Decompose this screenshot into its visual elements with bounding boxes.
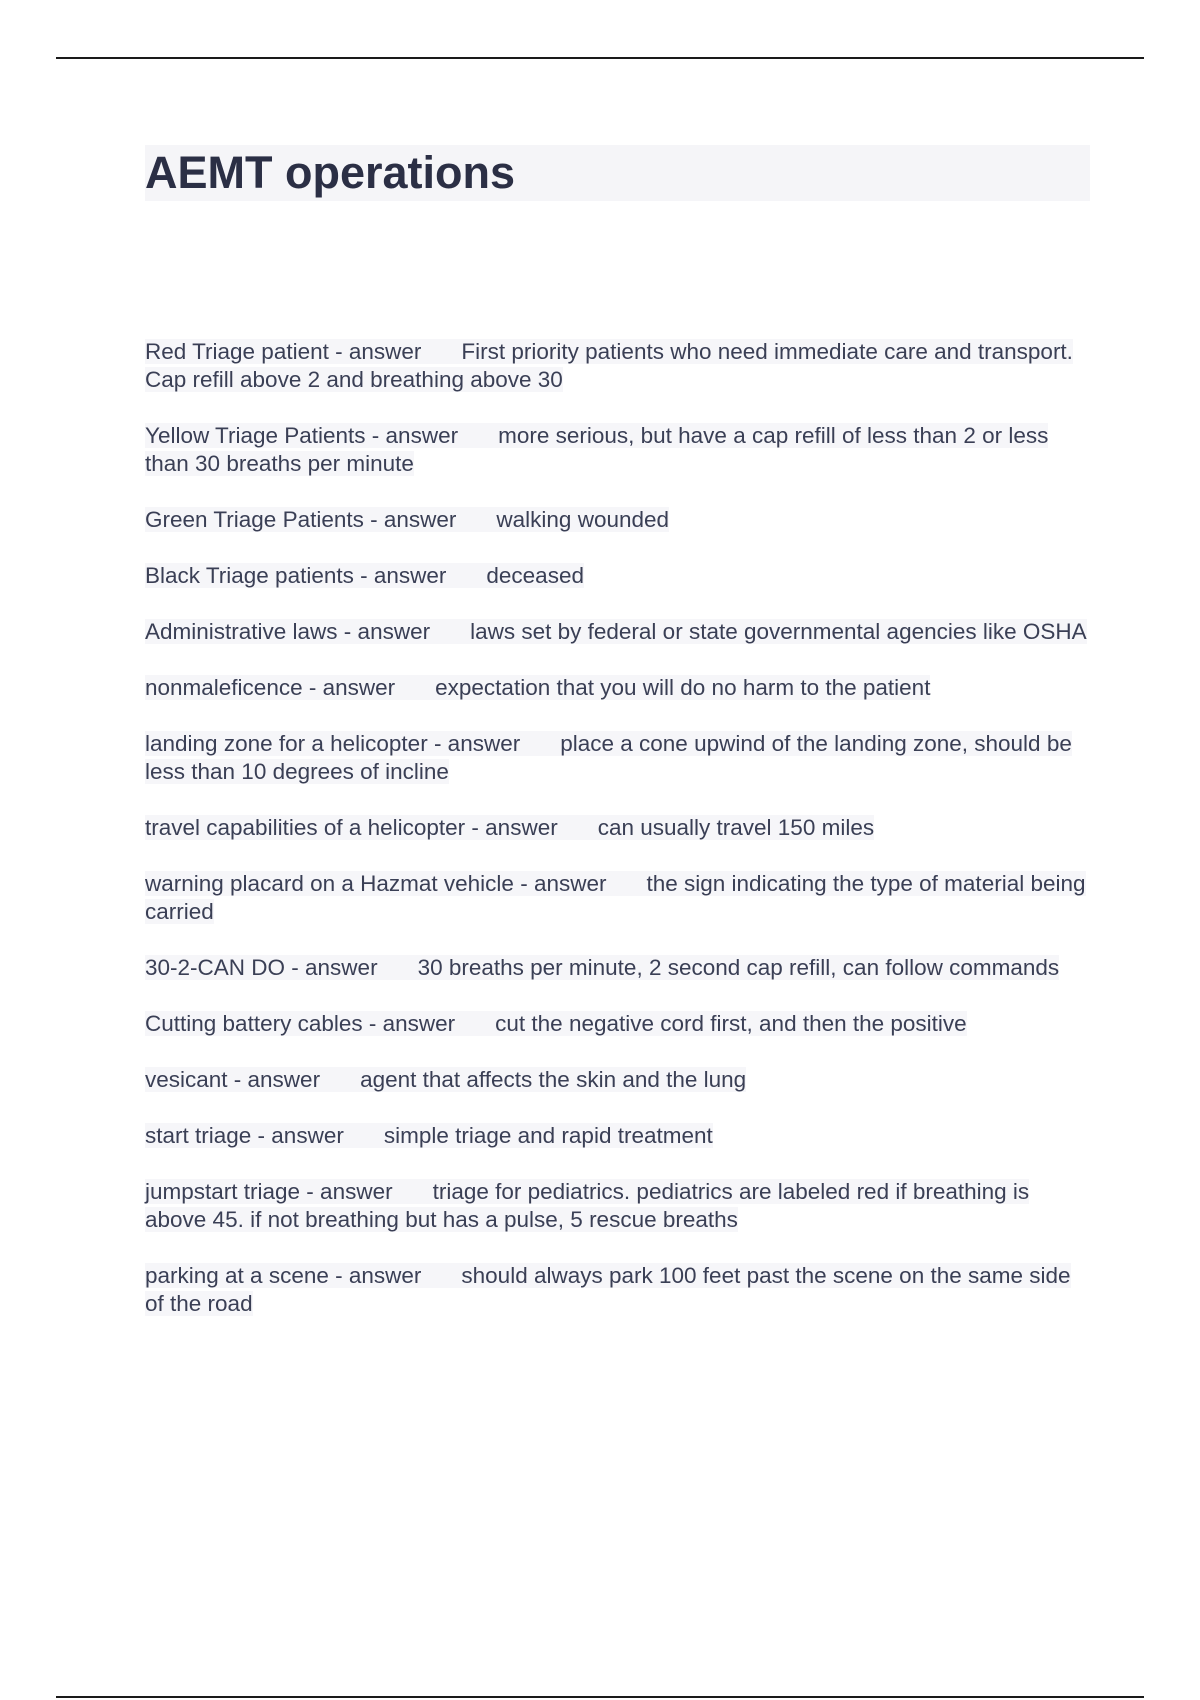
flashcard: [145, 814, 1095, 842]
card-term: nonmaleficence - answer: [145, 675, 396, 700]
card-definition: place a cone upwind of the landing zone, should be less than 10 degrees of incline: [145, 731, 1072, 784]
card-term: Cutting battery cables - answer: [145, 1011, 456, 1036]
card-term: Black Triage patients - answer: [145, 563, 447, 588]
card-definition: triage for pediatrics. pediatrics are labeled red if breathing is above 45. if not breathing but has a pulse, 5 rescue breaths: [145, 1179, 1030, 1232]
card-definition: can usually travel 150 miles: [597, 815, 875, 840]
flashcard: [145, 506, 1095, 534]
card-definition: cut the negative cord first, and then the positive: [495, 1011, 967, 1036]
card-definition: the sign indicating the type of material being carried: [145, 871, 1086, 924]
flashcard-list: [145, 338, 1095, 1346]
card-term: parking at a scene - answer: [145, 1263, 422, 1288]
bottom-rule: [56, 1696, 1144, 1698]
card-term: vesicant - answer: [145, 1067, 321, 1092]
card-term: Red Triage patient - answer: [145, 339, 422, 364]
flashcard: [145, 870, 1095, 926]
flashcard: [145, 954, 1095, 982]
card-term: jumpstart triage - answer: [145, 1179, 393, 1204]
flashcard: [145, 422, 1095, 478]
flashcard: [145, 674, 1095, 702]
flashcard: [145, 1262, 1095, 1318]
flashcard: [145, 1178, 1095, 1234]
flashcard: [145, 338, 1095, 394]
card-definition: simple triage and rapid treatment: [383, 1123, 713, 1148]
card-definition: expectation that you will do no harm to the patient: [435, 675, 931, 700]
card-definition: 30 breaths per minute, 2 second cap refill, can follow commands: [417, 955, 1060, 980]
flashcard: [145, 1122, 1095, 1150]
card-definition: should always park 100 feet past the scene on the same side of the road: [145, 1263, 1071, 1316]
card-term: 30-2-CAN DO - answer: [145, 955, 378, 980]
page-title: AEMT operations: [145, 147, 516, 198]
card-term: Yellow Triage Patients - answer: [145, 423, 459, 448]
card-term: landing zone for a helicopter - answer: [145, 731, 521, 756]
card-definition: more serious, but have a cap refill of less than 2 or less than 30 breaths per minute: [145, 423, 1049, 476]
top-rule: [56, 57, 1144, 59]
card-definition: First priority patients who need immediate care and transport. Cap refill above 2 and breathing above 30: [145, 339, 1073, 392]
card-definition: deceased: [486, 563, 584, 588]
card-definition: laws set by federal or state governmental agencies like OSHA: [470, 619, 1087, 644]
flashcard: [145, 1010, 1095, 1038]
flashcard: [145, 1066, 1095, 1094]
card-term: start triage - answer: [145, 1123, 344, 1148]
card-definition: walking wounded: [496, 507, 670, 532]
flashcard: [145, 562, 1095, 590]
card-term: Administrative laws - answer: [145, 619, 431, 644]
flashcard: [145, 730, 1095, 786]
card-term: warning placard on a Hazmat vehicle - answer: [145, 871, 607, 896]
card-definition: agent that affects the skin and the lung: [360, 1067, 747, 1092]
card-term: travel capabilities of a helicopter - answer: [145, 815, 558, 840]
flashcard: [145, 618, 1095, 646]
card-term: Green Triage Patients - answer: [145, 507, 457, 532]
